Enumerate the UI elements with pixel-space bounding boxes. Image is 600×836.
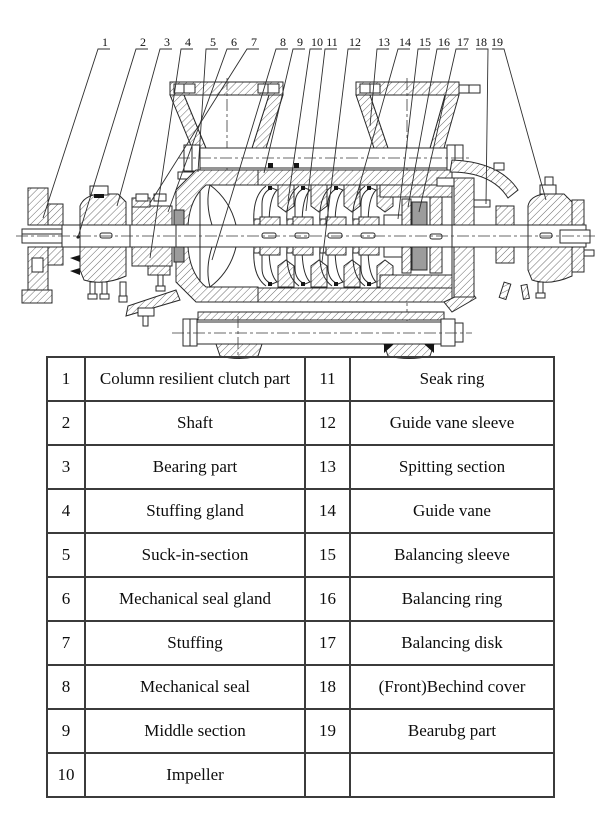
callout-number-8: 8 <box>280 35 286 49</box>
callout-number-11: 11 <box>326 35 338 49</box>
pump-cross-section-diagram <box>0 0 600 360</box>
part-name-cell: Balancing sleeve <box>350 533 554 577</box>
part-name-cell: Suck-in-section <box>85 533 305 577</box>
bottom-shell <box>172 312 472 359</box>
part-name-cell: Bearubg part <box>350 709 554 753</box>
parts-table <box>46 356 555 798</box>
part-number-cell: 10 <box>47 753 85 797</box>
callout-number-16: 16 <box>438 35 450 49</box>
coupling <box>22 188 63 303</box>
callout-number-6: 6 <box>231 35 237 49</box>
part-name-cell: Mechanical seal <box>85 665 305 709</box>
part-number-cell: 4 <box>47 489 85 533</box>
part-number-cell: 8 <box>47 665 85 709</box>
part-number-cell: 12 <box>305 401 350 445</box>
part-number-cell: 5 <box>47 533 85 577</box>
part-name-cell: Balancing ring <box>350 577 554 621</box>
top-tie-bolt <box>178 145 470 171</box>
part-name-cell: Middle section <box>85 709 305 753</box>
part-number-cell: 19 <box>305 709 350 753</box>
part-number-cell: 17 <box>305 621 350 665</box>
part-name-cell: Shaft <box>85 401 305 445</box>
callout-number-2: 2 <box>140 35 146 49</box>
table-row <box>47 533 554 577</box>
part-number-cell: 7 <box>47 621 85 665</box>
leader-line-18 <box>476 49 488 204</box>
part-name-cell: Balancing disk <box>350 621 554 665</box>
callout-number-17: 17 <box>457 35 469 49</box>
part-number-cell: 3 <box>47 445 85 489</box>
part-name-cell: Bearing part <box>85 445 305 489</box>
part-name-cell: Stuffing <box>85 621 305 665</box>
part-name-cell: Mechanical seal gland <box>85 577 305 621</box>
part-number-cell: 6 <box>47 577 85 621</box>
callout-number-10: 10 <box>311 35 323 49</box>
part-name-cell: Impeller <box>85 753 305 797</box>
callout-number-19: 19 <box>491 35 503 49</box>
part-number-cell: 13 <box>305 445 350 489</box>
callout-number-5: 5 <box>210 35 216 49</box>
part-number-cell: 15 <box>305 533 350 577</box>
table-row <box>47 665 554 709</box>
callout-number-1: 1 <box>102 35 108 49</box>
table-row <box>47 577 554 621</box>
part-name-cell: Stuffing gland <box>85 489 305 533</box>
table-row <box>47 621 554 665</box>
part-name-cell: Guide vane sleeve <box>350 401 554 445</box>
part-name-cell: (Front)Bechind cover <box>350 665 554 709</box>
callout-number-9: 9 <box>297 35 303 49</box>
part-number-cell: 16 <box>305 577 350 621</box>
callout-number-4: 4 <box>185 35 191 49</box>
part-number-cell <box>305 753 350 797</box>
part-number-cell: 18 <box>305 665 350 709</box>
table-row <box>47 489 554 533</box>
callout-number-7: 7 <box>251 35 257 49</box>
callout-number-12: 12 <box>349 35 361 49</box>
part-name-cell: Column resilient clutch part <box>85 357 305 401</box>
part-number-cell: 1 <box>47 357 85 401</box>
callout-number-13: 13 <box>378 35 390 49</box>
part-number-cell: 11 <box>305 357 350 401</box>
part-number-cell: 14 <box>305 489 350 533</box>
callout-number-3: 3 <box>164 35 170 49</box>
table-row <box>47 753 554 797</box>
table-row <box>47 709 554 753</box>
shaft <box>16 225 596 247</box>
part-name-cell: Spitting section <box>350 445 554 489</box>
table-row <box>47 357 554 401</box>
part-name-cell <box>350 753 554 797</box>
part-name-cell: Seak ring <box>350 357 554 401</box>
callout-number-14: 14 <box>399 35 411 49</box>
part-number-cell: 2 <box>47 401 85 445</box>
callout-number-15: 15 <box>419 35 431 49</box>
table-row <box>47 445 554 489</box>
table-row <box>47 401 554 445</box>
callout-number-18: 18 <box>475 35 487 49</box>
leader-line-3 <box>117 49 172 206</box>
part-name-cell: Guide vane <box>350 489 554 533</box>
parts-table-body <box>47 357 554 797</box>
part-number-cell: 9 <box>47 709 85 753</box>
